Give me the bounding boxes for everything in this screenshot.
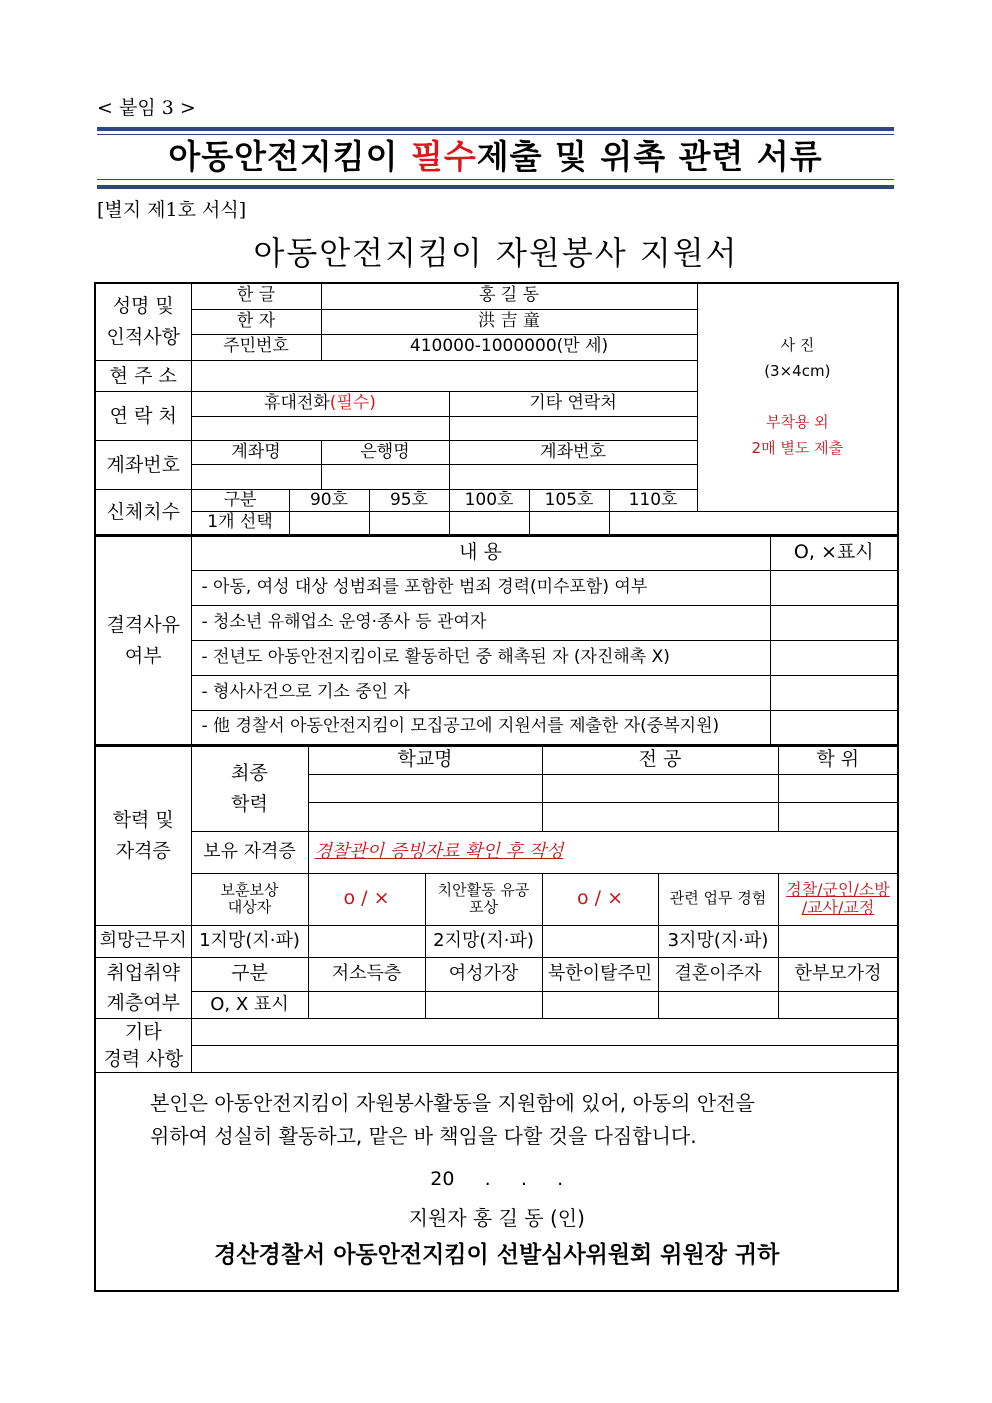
third-choice-label: 3지망(지·파) bbox=[658, 925, 778, 957]
second-choice-label: 2지망(지·파) bbox=[425, 925, 542, 957]
document-title: 아동안전지킴이 자원봉사 지원서 bbox=[253, 234, 739, 272]
vulnerable-category: 북한이탈주민 bbox=[542, 957, 658, 991]
form-number: [별지 제1호 서식] bbox=[97, 199, 247, 221]
veteran-mark[interactable]: o / × bbox=[308, 873, 425, 925]
title-banner bbox=[97, 127, 894, 189]
size-option: 110호 bbox=[609, 489, 697, 511]
banner-title bbox=[97, 135, 894, 179]
size-column-label: 구분 bbox=[191, 489, 289, 511]
mobile-label: 휴대전화(필수) bbox=[191, 391, 449, 416]
hanja-label: 한 자 bbox=[191, 309, 321, 334]
applicant-signature: 지원자 홍 길 동 (인) bbox=[408, 1206, 585, 1231]
size-option: 95호 bbox=[369, 489, 449, 511]
school-label: 학교명 bbox=[308, 746, 542, 774]
vulnerable-mark[interactable] bbox=[658, 991, 778, 1018]
personal-section-label: 성명 및 인적사항 bbox=[95, 283, 191, 360]
first-choice-field[interactable] bbox=[308, 925, 425, 957]
other-career-field[interactable] bbox=[191, 1019, 898, 1046]
education-table bbox=[94, 745, 899, 1292]
bank-label: 은행명 bbox=[321, 440, 449, 464]
attachment-label: < 붙임 3 > bbox=[97, 97, 196, 119]
disqualification-item: - 형사사건으로 기소 중인 자 bbox=[191, 675, 770, 710]
banner-title-part2: 제출 및 위촉 관련 서류 bbox=[476, 137, 823, 176]
banner-title-highlight: 필수 bbox=[411, 137, 477, 176]
degree-label: 학 위 bbox=[778, 746, 898, 774]
size-choice-cell[interactable] bbox=[449, 511, 529, 535]
disqualification-table bbox=[94, 535, 899, 746]
vulnerable-category: 한부모가정 bbox=[778, 957, 898, 991]
school-field[interactable] bbox=[308, 774, 542, 802]
preference-label: 희망근무지 bbox=[95, 925, 191, 957]
vulnerable-mark-label: O, X 표시 bbox=[191, 991, 308, 1018]
disqualification-item: - 전년도 아동안전지킴이로 활동하던 중 해촉된 자 (자진해촉 X) bbox=[191, 640, 770, 675]
award-mark[interactable]: o / × bbox=[542, 873, 658, 925]
addressee: 경산경찰서 아동안전지킴이 선발심사위원회 위원장 귀하 bbox=[214, 1242, 780, 1269]
disqualification-mark[interactable] bbox=[770, 570, 898, 605]
vulnerable-mark[interactable] bbox=[778, 991, 898, 1018]
content-header: 내 용 bbox=[191, 536, 770, 570]
certificate-label: 보유 자격증 bbox=[191, 831, 308, 873]
bank-field[interactable] bbox=[321, 464, 449, 489]
vulnerable-mark[interactable] bbox=[425, 991, 542, 1018]
degree-field[interactable] bbox=[778, 774, 898, 802]
size-option: 90호 bbox=[289, 489, 369, 511]
major-label: 전 공 bbox=[542, 746, 778, 774]
size-option: 105호 bbox=[529, 489, 609, 511]
vulnerable-mark[interactable] bbox=[308, 991, 425, 1018]
second-choice-field[interactable] bbox=[542, 925, 658, 957]
banner-title-part1: 아동안전지킴이 bbox=[168, 137, 411, 176]
personal-info-table bbox=[94, 282, 899, 536]
photo-box[interactable]: 사 진 (3×4cm) 부착용 외 2매 별도 제출 bbox=[697, 283, 898, 511]
vulnerable-category: 결혼이주자 bbox=[658, 957, 778, 991]
size-choice-cell[interactable] bbox=[529, 511, 609, 535]
disqualification-label: 결격사유 여부 bbox=[95, 536, 191, 745]
certificate-note: 경찰관이 증빙자료 확인 후 작성 bbox=[308, 831, 898, 873]
size-option: 100호 bbox=[449, 489, 529, 511]
vulnerable-label: 취업취약 계층여부 bbox=[95, 957, 191, 1019]
size-choice-cell[interactable] bbox=[369, 511, 449, 535]
vulnerable-category: 저소득층 bbox=[308, 957, 425, 991]
other-contact-label: 기타 연락처 bbox=[449, 391, 697, 416]
first-choice-label: 1지망(지·파) bbox=[191, 925, 308, 957]
mobile-field[interactable] bbox=[191, 416, 449, 440]
account-number-label: 계좌번호 bbox=[449, 440, 697, 464]
disqualification-mark[interactable] bbox=[770, 710, 898, 745]
disqualification-mark[interactable] bbox=[770, 605, 898, 640]
address-field[interactable] bbox=[191, 360, 697, 391]
account-name-label: 계좌명 bbox=[191, 440, 321, 464]
disqualification-mark[interactable] bbox=[770, 640, 898, 675]
rrn-value[interactable]: 410000-1000000(만 세) bbox=[321, 334, 697, 360]
major-field[interactable] bbox=[542, 802, 778, 831]
size-choice-cell[interactable] bbox=[289, 511, 369, 535]
account-name-field[interactable] bbox=[191, 464, 321, 489]
body-size-label: 신체치수 bbox=[95, 489, 191, 535]
oath-text: 본인은 아동안전지킴이 자원봉사활동을 지원함에 있어, 아동의 안전을 위하여 성실히 활동하고, 맡은 바 책임을 다할 것을 다짐합니다. bbox=[150, 1091, 755, 1149]
vulnerable-category-label: 구분 bbox=[191, 957, 308, 991]
veteran-label: 보훈보상 대상자 bbox=[191, 873, 308, 925]
other-career-field[interactable] bbox=[191, 1046, 898, 1073]
hangul-value[interactable]: 홍 길 동 bbox=[321, 283, 697, 309]
size-choice-cell[interactable] bbox=[609, 511, 898, 535]
third-choice-field[interactable] bbox=[778, 925, 898, 957]
account-number-field[interactable] bbox=[449, 464, 697, 489]
award-label: 치안활동 유공 포상 bbox=[425, 873, 542, 925]
mark-header: O, ×표시 bbox=[770, 536, 898, 570]
disqualification-item: - 청소년 유해업소 운영·종사 등 관여자 bbox=[191, 605, 770, 640]
degree-field[interactable] bbox=[778, 802, 898, 831]
disqualification-item: - 他 경찰서 아동안전지킴이 모집공고에 지원서를 제출한 자(중복지원) bbox=[191, 710, 770, 745]
hangul-label: 한 글 bbox=[191, 283, 321, 309]
oath-section bbox=[95, 1073, 898, 1291]
disqualification-mark[interactable] bbox=[770, 675, 898, 710]
hanja-value[interactable]: 洪 吉 童 bbox=[321, 309, 697, 334]
disqualification-item: - 아동, 여성 대상 성범죄를 포함한 범죄 경력(미수포함) 여부 bbox=[191, 570, 770, 605]
vulnerable-mark[interactable] bbox=[542, 991, 658, 1018]
other-career-label: 기타 경력 사항 bbox=[95, 1019, 191, 1073]
account-label: 계좌번호 bbox=[95, 440, 191, 489]
oath-date[interactable]: 20 . . . bbox=[430, 1168, 564, 1191]
final-education-label: 최종 학력 bbox=[191, 746, 308, 831]
other-contact-field[interactable] bbox=[449, 416, 697, 440]
contact-label: 연 락 처 bbox=[95, 391, 191, 440]
address-label: 현 주 소 bbox=[95, 360, 191, 391]
rrn-label: 주민번호 bbox=[191, 334, 321, 360]
title-banner-inner bbox=[97, 134, 894, 180]
size-select-label: 1개 선택 bbox=[191, 511, 289, 535]
major-field[interactable] bbox=[542, 774, 778, 802]
experience-label: 관련 업무 경험 bbox=[658, 873, 778, 925]
experience-value[interactable]: 경찰/군인/소방 /교사/교정 bbox=[778, 873, 898, 925]
vulnerable-category: 여성가장 bbox=[425, 957, 542, 991]
education-section-label: 학력 및 자격증 bbox=[95, 746, 191, 925]
school-field[interactable] bbox=[308, 802, 542, 831]
